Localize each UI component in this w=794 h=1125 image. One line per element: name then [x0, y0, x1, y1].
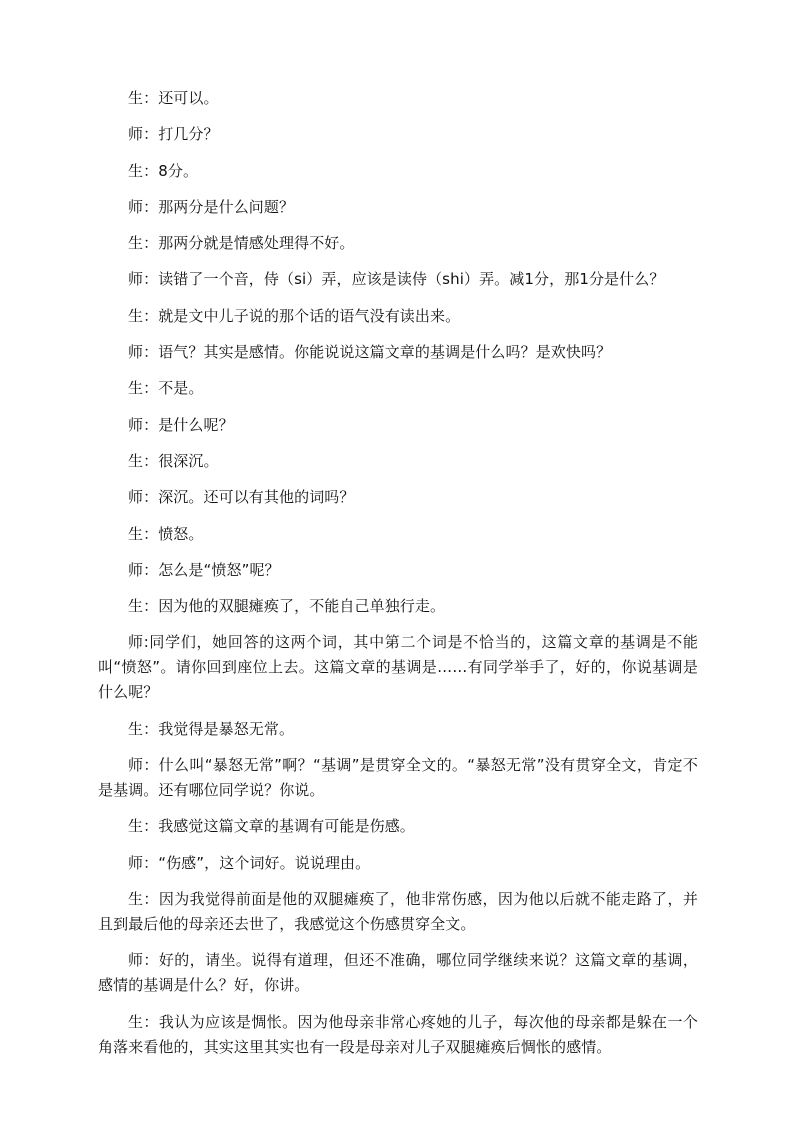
dialogue-line-19: 生：我感觉这篇文章的基调有可能是伤感。 [128, 817, 415, 836]
dialogue-line-10: 师：是什么呢？ [128, 415, 234, 434]
dialogue-line-5: 生：那两分就是情感处理得不好。 [128, 234, 355, 253]
dialogue-line-6: 师：读错了一个音，侍（si）弄，应该是读侍（shi）弄。减1分，那1分是什么？ [128, 270, 665, 289]
dialogue-line-8: 师：语气？其实是感情。你能说说这篇文章的基调是什么吗？是欢快吗？ [128, 343, 612, 362]
dialogue-line-18: 师：什么叫“暴怒无常”啊？“基调”是贯穿全文的。“暴怒无常”没有贯穿全文，肯定不是基调。还有哪位同学说？你说。 [98, 756, 698, 800]
dialogue-line-12: 师：深沉。还可以有其他的词吗？ [128, 488, 355, 507]
dialogue-line-4: 师：那两分是什么问题？ [128, 197, 295, 216]
dialogue-line-16: 师:同学们，她回答的这两个词，其中第二个词是不恰当的，这篇文章的基调是不能叫“愤怒”。请你回到座位上去。这篇文章的基调是……有同学举手了，好的，你说基调是什么呢？ [98, 633, 698, 702]
dialogue-line-20: 师：“伤感”，这个词好。说说理由。 [128, 853, 371, 872]
dialogue-line-23: 生：我认为应该是惆怅。因为他母亲非常心疼她的儿子，每次他的母亲都是躲在一个角落来看他的，其实这里其实也有一段是母亲对儿子双腿瘫痪后惆怅的感情。 [98, 1012, 698, 1056]
dialogue-line-2: 师：打几分？ [128, 125, 219, 144]
dialogue-body [98, 86, 698, 1071]
dialogue-line-1: 生：还可以。 [128, 89, 219, 107]
dialogue-line-22: 师：好的，请坐。说得有道理，但还不准确，哪位同学继续来说？这篇文章的基调，感情的基调是什么？好，你讲。 [98, 951, 698, 995]
dialogue-line-11: 生：很深沉。 [128, 451, 219, 470]
dialogue-line-15: 生：因为他的双腿瘫痪了，不能自己单独行走。 [128, 597, 446, 616]
dialogue-line-3: 生：8分。 [128, 161, 199, 180]
dialogue-line-17: 生：我觉得是暴怒无常。 [128, 719, 295, 738]
dialogue-line-9: 生：不是。 [128, 379, 204, 398]
dialogue-line-21: 生：因为我觉得前面是他的双腿瘫痪了，他非常伤感，因为他以后就不能走路了，并且到最后他的母亲还去世了，我感觉这个伤感贯穿全文。 [98, 889, 698, 933]
dialogue-line-13: 生：愤怒。 [128, 524, 204, 543]
dialogue-line-7: 生：就是文中儿子说的那个话的语气没有读出来。 [128, 306, 461, 325]
dialogue-line-14: 师：怎么是“愤怒”呢？ [128, 560, 280, 579]
